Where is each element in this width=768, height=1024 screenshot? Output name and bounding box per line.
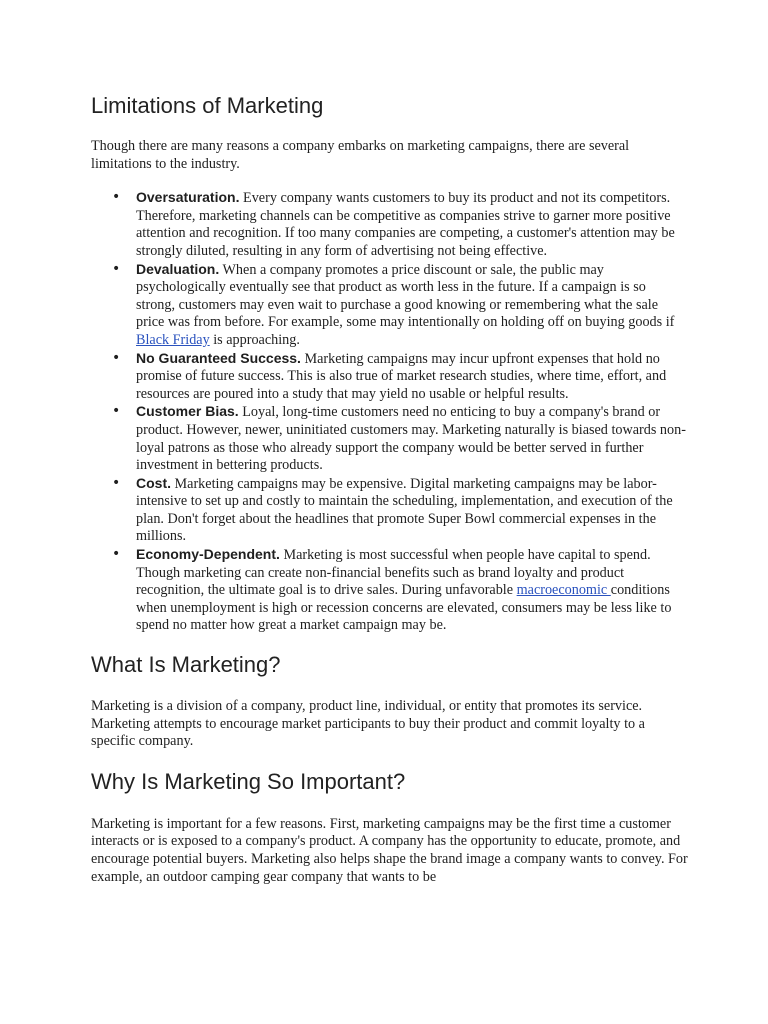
- list-item-no-guaranteed-success: [112, 349, 688, 404]
- text-economy-dependent-after: conditions when unemployment is high or recession concerns are elevated, consumers may be less like to spend no matter how great a market campaign may be.: [136, 582, 672, 634]
- text-devaluation-after: is approaching.: [209, 331, 300, 348]
- text-oversaturation: Every company wants customers to buy its product and not its competitors. Therefore, marketing channels can be competitive as companies strive to garner more positive attention and recognition. If too many companies are competing, a customer's attention may be strongly diluted, resulting in any form of advertising not being effective.: [136, 190, 675, 259]
- heading-what-is-marketing: What Is Marketing?: [91, 652, 281, 678]
- limitations-list: [91, 189, 688, 635]
- bullet-icon: •: [112, 349, 121, 366]
- why-marketing-important-paragraph: Marketing is important for a few reasons. First, marketing campaigns may be the first time a customer interacts or is exposed to a company's product. A company has the opportunity to educate, promote, and encourage potential buyers. Marketing also helps shape the brand image a company wants to convey. For example, an outdoor camping gear company that wants to be: [91, 815, 688, 885]
- bullet-icon: •: [112, 260, 121, 277]
- list-item-oversaturation: [112, 189, 688, 260]
- list-item-cost: [112, 474, 688, 546]
- what-is-marketing-paragraph: Marketing is a division of a company, product line, individual, or entity that promotes its service. Marketing attempts to encourage market participants to buy their product and commit loyalty to a specific company.: [91, 698, 645, 750]
- bullet-icon: •: [112, 546, 121, 563]
- term-cost: Cost.: [136, 474, 171, 491]
- term-economy-dependent: Economy-Dependent.: [136, 546, 280, 563]
- heading-limitations: Limitations of Marketing: [91, 93, 324, 118]
- list-item-devaluation: [112, 260, 688, 350]
- list-item-economy-dependent: [112, 546, 688, 635]
- text-devaluation-before: When a company promotes a price discount or sale, the public may psychologically eventually see that product as worth less in the future. If a campaign is so strong, customers may even wait to purchase a good knowing or remembering what the sale price was from before. For example, some may intentionally on holding off on buying goods if: [136, 261, 675, 331]
- macroeconomic-link[interactable]: macroeconomic: [516, 582, 611, 599]
- bullet-icon: •: [112, 403, 121, 420]
- black-friday-link[interactable]: Black Friday: [136, 331, 210, 348]
- term-devaluation: Devaluation.: [136, 260, 220, 277]
- term-oversaturation: Oversaturation.: [136, 189, 240, 206]
- list-item-customer-bias: [112, 403, 688, 474]
- term-no-guaranteed-success: No Guaranteed Success.: [136, 349, 301, 366]
- text-customer-bias: Loyal, long-time customers need no enticing to buy a company's brand or product. However, newer, uninitiated customers may. Marketing naturally is biased towards non-loyal patrons as those who already support the company would be better served in further investment in bettering products.: [136, 404, 686, 474]
- term-customer-bias: Customer Bias.: [136, 403, 239, 420]
- heading-why-marketing-important: Why Is Marketing So Important?: [91, 768, 406, 794]
- bullet-icon: •: [112, 189, 121, 206]
- limitations-intro-paragraph: Though there are many reasons a company embarks on marketing campaigns, there are several limitations to the industry.: [91, 138, 630, 172]
- text-economy-dependent-before: Marketing is most successful when people have capital to spend. Though marketing can create non-financial benefits such as brand loyalty and product recognition, the ultimate goal is to drive sales. During unfavorable: [136, 547, 651, 599]
- bullet-icon: •: [112, 474, 121, 491]
- text-cost: Marketing campaigns may be expensive. Digital marketing campaigns may be labor-intensive to set up and costly to maintain the scheduling, implementation, and execution of the plan. Don't forget about the headlines that promote Super Bowl commercial expenses in the millions.: [136, 475, 673, 545]
- text-no-guaranteed-success: Marketing campaigns may incur upfront expenses that hold no promise of future success. This is also true of market research studies, where time, effort, and resources are poured into a study that may yield no usable or helpful results.: [136, 350, 667, 402]
